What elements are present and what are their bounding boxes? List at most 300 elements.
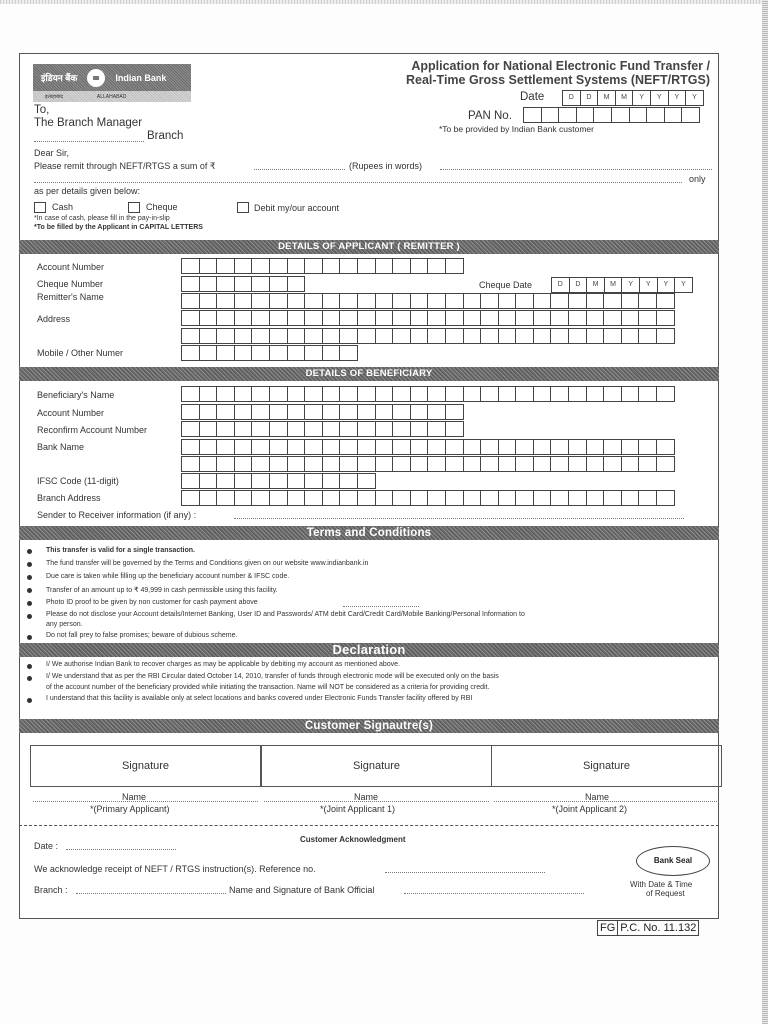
char-box[interactable] <box>445 404 464 420</box>
char-box[interactable] <box>199 345 218 361</box>
char-box[interactable] <box>375 328 394 344</box>
char-box[interactable] <box>269 386 288 402</box>
char-box[interactable] <box>638 490 657 506</box>
char-box[interactable] <box>251 439 270 455</box>
char-box[interactable] <box>216 421 235 437</box>
char-box[interactable] <box>234 386 253 402</box>
char-box[interactable] <box>216 386 235 402</box>
char-box[interactable] <box>181 386 200 402</box>
char-box[interactable] <box>568 328 587 344</box>
debit-account-checkbox[interactable] <box>237 202 249 213</box>
char-box[interactable] <box>234 421 253 437</box>
char-box[interactable] <box>498 490 517 506</box>
char-box[interactable] <box>357 490 376 506</box>
char-box[interactable] <box>603 310 622 326</box>
char-box[interactable] <box>251 258 270 274</box>
char-box[interactable] <box>523 107 542 123</box>
char-box[interactable] <box>656 490 675 506</box>
char-box[interactable] <box>498 293 517 309</box>
char-box[interactable] <box>199 473 218 489</box>
char-box[interactable] <box>392 456 411 472</box>
char-box[interactable] <box>339 345 358 361</box>
char-box[interactable] <box>304 421 323 437</box>
char-box[interactable] <box>322 456 341 472</box>
char-box[interactable] <box>445 386 464 402</box>
amount-words-field-1[interactable] <box>440 169 712 170</box>
char-box[interactable]: M <box>586 277 605 293</box>
char-box[interactable] <box>638 386 657 402</box>
char-box[interactable] <box>234 328 253 344</box>
char-box[interactable] <box>463 439 482 455</box>
char-box[interactable]: Y <box>668 90 687 106</box>
char-box[interactable] <box>656 328 675 344</box>
char-box[interactable]: M <box>604 277 623 293</box>
char-box[interactable] <box>410 258 429 274</box>
char-box[interactable] <box>586 439 605 455</box>
char-box[interactable] <box>234 293 253 309</box>
char-box[interactable] <box>234 439 253 455</box>
char-box[interactable] <box>586 293 605 309</box>
address-boxes-1[interactable] <box>181 310 674 326</box>
char-box[interactable] <box>410 439 429 455</box>
char-box[interactable] <box>375 258 394 274</box>
char-box[interactable] <box>621 310 640 326</box>
cash-limit-field[interactable] <box>343 606 419 607</box>
char-box[interactable] <box>357 404 376 420</box>
char-box[interactable] <box>234 345 253 361</box>
char-box[interactable] <box>287 293 306 309</box>
char-box[interactable]: M <box>615 90 634 106</box>
cash-checkbox[interactable] <box>34 202 46 213</box>
char-box[interactable]: Y <box>621 277 640 293</box>
char-box[interactable] <box>322 490 341 506</box>
char-box[interactable] <box>410 490 429 506</box>
char-box[interactable] <box>629 107 648 123</box>
char-box[interactable] <box>445 293 464 309</box>
char-box[interactable] <box>339 386 358 402</box>
char-box[interactable] <box>576 107 595 123</box>
char-box[interactable]: D <box>569 277 588 293</box>
char-box[interactable] <box>427 258 446 274</box>
char-box[interactable] <box>199 293 218 309</box>
char-box[interactable] <box>181 456 200 472</box>
char-box[interactable] <box>357 258 376 274</box>
char-box[interactable] <box>427 421 446 437</box>
char-box[interactable] <box>339 293 358 309</box>
char-box[interactable] <box>515 310 534 326</box>
char-box[interactable] <box>322 310 341 326</box>
char-box[interactable] <box>251 328 270 344</box>
char-box[interactable] <box>357 473 376 489</box>
char-box[interactable] <box>269 293 288 309</box>
remitter-account-number-boxes[interactable] <box>181 258 463 274</box>
char-box[interactable]: Y <box>632 90 651 106</box>
char-box[interactable] <box>339 328 358 344</box>
char-box[interactable] <box>656 310 675 326</box>
char-box[interactable] <box>251 490 270 506</box>
char-box[interactable] <box>621 386 640 402</box>
name-field-primary[interactable] <box>33 801 258 802</box>
char-box[interactable] <box>603 328 622 344</box>
char-box[interactable]: Y <box>685 90 704 106</box>
char-box[interactable] <box>445 439 464 455</box>
char-box[interactable] <box>251 421 270 437</box>
ifsc-boxes[interactable] <box>181 473 375 489</box>
char-box[interactable]: D <box>551 277 570 293</box>
remitter-name-boxes[interactable] <box>181 293 674 309</box>
char-box[interactable] <box>234 456 253 472</box>
char-box[interactable] <box>375 404 394 420</box>
char-box[interactable] <box>392 386 411 402</box>
char-box[interactable] <box>339 439 358 455</box>
char-box[interactable] <box>638 328 657 344</box>
pan-boxes[interactable] <box>523 107 699 123</box>
char-box[interactable] <box>568 310 587 326</box>
char-box[interactable] <box>463 386 482 402</box>
char-box[interactable] <box>287 473 306 489</box>
char-box[interactable] <box>339 258 358 274</box>
char-box[interactable] <box>216 490 235 506</box>
char-box[interactable] <box>199 421 218 437</box>
char-box[interactable] <box>515 328 534 344</box>
char-box[interactable] <box>550 490 569 506</box>
char-box[interactable] <box>498 328 517 344</box>
char-box[interactable] <box>638 439 657 455</box>
char-box[interactable] <box>392 310 411 326</box>
char-box[interactable] <box>199 310 218 326</box>
char-box[interactable] <box>304 439 323 455</box>
char-box[interactable] <box>375 310 394 326</box>
char-box[interactable]: Y <box>650 90 669 106</box>
char-box[interactable] <box>533 310 552 326</box>
char-box[interactable] <box>304 404 323 420</box>
char-box[interactable] <box>322 439 341 455</box>
char-box[interactable] <box>304 310 323 326</box>
char-box[interactable] <box>541 107 560 123</box>
char-box[interactable] <box>410 293 429 309</box>
char-box[interactable] <box>533 293 552 309</box>
char-box[interactable] <box>287 404 306 420</box>
char-box[interactable] <box>611 107 630 123</box>
char-box[interactable] <box>181 345 200 361</box>
char-box[interactable] <box>234 276 253 292</box>
char-box[interactable]: M <box>597 90 616 106</box>
char-box[interactable] <box>533 328 552 344</box>
char-box[interactable] <box>586 386 605 402</box>
char-box[interactable] <box>656 386 675 402</box>
char-box[interactable] <box>287 345 306 361</box>
char-box[interactable] <box>357 386 376 402</box>
signature-box-primary[interactable]: Signature <box>30 745 261 787</box>
char-box[interactable] <box>603 386 622 402</box>
char-box[interactable] <box>199 404 218 420</box>
char-box[interactable] <box>410 386 429 402</box>
char-box[interactable] <box>216 473 235 489</box>
char-box[interactable] <box>621 456 640 472</box>
char-box[interactable]: Y <box>657 277 676 293</box>
char-box[interactable] <box>216 293 235 309</box>
char-box[interactable] <box>638 456 657 472</box>
name-field-joint-2[interactable] <box>494 801 719 802</box>
char-box[interactable] <box>603 293 622 309</box>
branch-name-field[interactable] <box>34 141 144 142</box>
signature-box-joint-1[interactable]: Signature <box>261 745 492 787</box>
char-box[interactable] <box>498 386 517 402</box>
char-box[interactable] <box>199 456 218 472</box>
char-box[interactable] <box>234 404 253 420</box>
char-box[interactable] <box>427 456 446 472</box>
char-box[interactable] <box>427 490 446 506</box>
char-box[interactable] <box>646 107 665 123</box>
char-box[interactable] <box>550 386 569 402</box>
char-box[interactable] <box>357 439 376 455</box>
char-box[interactable] <box>533 456 552 472</box>
char-box[interactable] <box>392 258 411 274</box>
char-box[interactable] <box>287 439 306 455</box>
char-box[interactable] <box>269 456 288 472</box>
char-box[interactable] <box>269 439 288 455</box>
char-box[interactable] <box>322 258 341 274</box>
char-box[interactable] <box>199 490 218 506</box>
char-box[interactable] <box>251 293 270 309</box>
char-box[interactable] <box>550 328 569 344</box>
char-box[interactable] <box>357 456 376 472</box>
char-box[interactable] <box>216 276 235 292</box>
char-box[interactable] <box>463 293 482 309</box>
char-box[interactable] <box>269 310 288 326</box>
char-box[interactable] <box>216 456 235 472</box>
char-box[interactable] <box>251 473 270 489</box>
char-box[interactable] <box>357 310 376 326</box>
char-box[interactable] <box>515 490 534 506</box>
char-box[interactable] <box>269 345 288 361</box>
bank-name-boxes-1[interactable] <box>181 439 674 455</box>
char-box[interactable] <box>533 386 552 402</box>
char-box[interactable] <box>480 328 499 344</box>
char-box[interactable] <box>251 276 270 292</box>
char-box[interactable] <box>664 107 683 123</box>
char-box[interactable] <box>269 258 288 274</box>
char-box[interactable] <box>357 328 376 344</box>
char-box[interactable]: D <box>580 90 599 106</box>
char-box[interactable] <box>339 310 358 326</box>
char-box[interactable] <box>199 386 218 402</box>
char-box[interactable] <box>586 490 605 506</box>
char-box[interactable] <box>463 310 482 326</box>
char-box[interactable] <box>568 456 587 472</box>
char-box[interactable] <box>181 258 200 274</box>
char-box[interactable] <box>515 439 534 455</box>
char-box[interactable] <box>392 293 411 309</box>
char-box[interactable] <box>550 310 569 326</box>
beneficiary-account-boxes[interactable] <box>181 404 463 420</box>
char-box[interactable] <box>339 421 358 437</box>
char-box[interactable] <box>480 490 499 506</box>
char-box[interactable] <box>392 421 411 437</box>
char-box[interactable] <box>181 439 200 455</box>
char-box[interactable] <box>681 107 700 123</box>
char-box[interactable] <box>269 421 288 437</box>
char-box[interactable] <box>234 310 253 326</box>
char-box[interactable] <box>251 345 270 361</box>
char-box[interactable] <box>498 439 517 455</box>
char-box[interactable] <box>656 293 675 309</box>
char-box[interactable] <box>199 439 218 455</box>
char-box[interactable] <box>304 490 323 506</box>
char-box[interactable] <box>533 439 552 455</box>
char-box[interactable] <box>199 328 218 344</box>
char-box[interactable] <box>375 490 394 506</box>
char-box[interactable] <box>216 310 235 326</box>
char-box[interactable] <box>304 456 323 472</box>
char-box[interactable]: D <box>562 90 581 106</box>
char-box[interactable] <box>269 490 288 506</box>
char-box[interactable] <box>181 276 200 292</box>
char-box[interactable] <box>568 490 587 506</box>
char-box[interactable] <box>638 293 657 309</box>
char-box[interactable] <box>251 310 270 326</box>
char-box[interactable] <box>410 328 429 344</box>
char-box[interactable] <box>339 490 358 506</box>
char-box[interactable] <box>568 386 587 402</box>
char-box[interactable] <box>621 439 640 455</box>
char-box[interactable] <box>287 276 306 292</box>
char-box[interactable] <box>480 456 499 472</box>
char-box[interactable] <box>445 421 464 437</box>
char-box[interactable] <box>480 439 499 455</box>
char-box[interactable] <box>427 293 446 309</box>
char-box[interactable] <box>586 456 605 472</box>
char-box[interactable] <box>427 439 446 455</box>
branch-address-boxes[interactable] <box>181 490 674 506</box>
char-box[interactable] <box>251 404 270 420</box>
char-box[interactable] <box>322 404 341 420</box>
char-box[interactable] <box>480 310 499 326</box>
char-box[interactable] <box>427 386 446 402</box>
ack-date-field[interactable] <box>66 849 176 850</box>
char-box[interactable] <box>621 328 640 344</box>
char-box[interactable] <box>427 310 446 326</box>
char-box[interactable] <box>287 456 306 472</box>
char-box[interactable] <box>304 386 323 402</box>
char-box[interactable] <box>427 328 446 344</box>
reference-no-field[interactable] <box>385 872 545 873</box>
char-box[interactable] <box>357 293 376 309</box>
char-box[interactable] <box>287 258 306 274</box>
amount-words-field-2[interactable] <box>34 182 682 183</box>
char-box[interactable] <box>216 345 235 361</box>
char-box[interactable] <box>445 328 464 344</box>
name-field-joint-1[interactable] <box>264 801 489 802</box>
mobile-boxes[interactable] <box>181 345 357 361</box>
char-box[interactable] <box>234 473 253 489</box>
char-box[interactable] <box>287 386 306 402</box>
char-box[interactable] <box>427 404 446 420</box>
char-box[interactable] <box>392 439 411 455</box>
char-box[interactable] <box>568 293 587 309</box>
char-box[interactable] <box>322 328 341 344</box>
char-box[interactable] <box>287 490 306 506</box>
cheque-number-boxes[interactable] <box>181 276 304 292</box>
char-box[interactable] <box>463 456 482 472</box>
char-box[interactable] <box>392 490 411 506</box>
char-box[interactable] <box>375 421 394 437</box>
char-box[interactable] <box>586 328 605 344</box>
cheque-checkbox[interactable] <box>128 202 140 213</box>
char-box[interactable] <box>445 490 464 506</box>
char-box[interactable] <box>392 328 411 344</box>
char-box[interactable] <box>603 456 622 472</box>
char-box[interactable] <box>322 473 341 489</box>
char-box[interactable] <box>410 456 429 472</box>
char-box[interactable] <box>339 404 358 420</box>
char-box[interactable] <box>322 421 341 437</box>
char-box[interactable] <box>251 386 270 402</box>
char-box[interactable] <box>357 421 376 437</box>
char-box[interactable] <box>304 293 323 309</box>
char-box[interactable] <box>269 328 288 344</box>
char-box[interactable] <box>199 258 218 274</box>
char-box[interactable] <box>375 439 394 455</box>
char-box[interactable] <box>375 456 394 472</box>
date-boxes[interactable] <box>562 90 703 106</box>
char-box[interactable] <box>269 276 288 292</box>
char-box[interactable] <box>445 310 464 326</box>
char-box[interactable] <box>603 490 622 506</box>
char-box[interactable] <box>445 456 464 472</box>
char-box[interactable] <box>656 439 675 455</box>
ack-branch-field[interactable] <box>76 893 226 894</box>
official-field[interactable] <box>404 893 584 894</box>
char-box[interactable] <box>550 456 569 472</box>
char-box[interactable] <box>445 258 464 274</box>
char-box[interactable] <box>656 456 675 472</box>
char-box[interactable] <box>339 473 358 489</box>
char-box[interactable] <box>480 293 499 309</box>
char-box[interactable] <box>463 328 482 344</box>
char-box[interactable] <box>515 386 534 402</box>
char-box[interactable] <box>181 293 200 309</box>
char-box[interactable] <box>463 490 482 506</box>
char-box[interactable] <box>410 404 429 420</box>
address-boxes-2[interactable] <box>181 328 674 344</box>
char-box[interactable] <box>216 439 235 455</box>
char-box[interactable] <box>339 456 358 472</box>
char-box[interactable] <box>533 490 552 506</box>
char-box[interactable] <box>392 404 411 420</box>
char-box[interactable] <box>410 421 429 437</box>
char-box[interactable] <box>304 328 323 344</box>
char-box[interactable]: Y <box>639 277 658 293</box>
char-box[interactable] <box>181 328 200 344</box>
cheque-date-boxes[interactable] <box>551 277 692 293</box>
char-box[interactable] <box>287 310 306 326</box>
char-box[interactable] <box>234 258 253 274</box>
char-box[interactable] <box>322 345 341 361</box>
bank-name-boxes-2[interactable] <box>181 456 674 472</box>
char-box[interactable] <box>550 439 569 455</box>
char-box[interactable] <box>234 490 253 506</box>
char-box[interactable] <box>181 490 200 506</box>
char-box[interactable] <box>568 439 587 455</box>
char-box[interactable] <box>558 107 577 123</box>
char-box[interactable] <box>181 473 200 489</box>
char-box[interactable] <box>480 386 499 402</box>
char-box[interactable] <box>216 328 235 344</box>
char-box[interactable] <box>603 439 622 455</box>
char-box[interactable] <box>269 473 288 489</box>
char-box[interactable] <box>498 310 517 326</box>
